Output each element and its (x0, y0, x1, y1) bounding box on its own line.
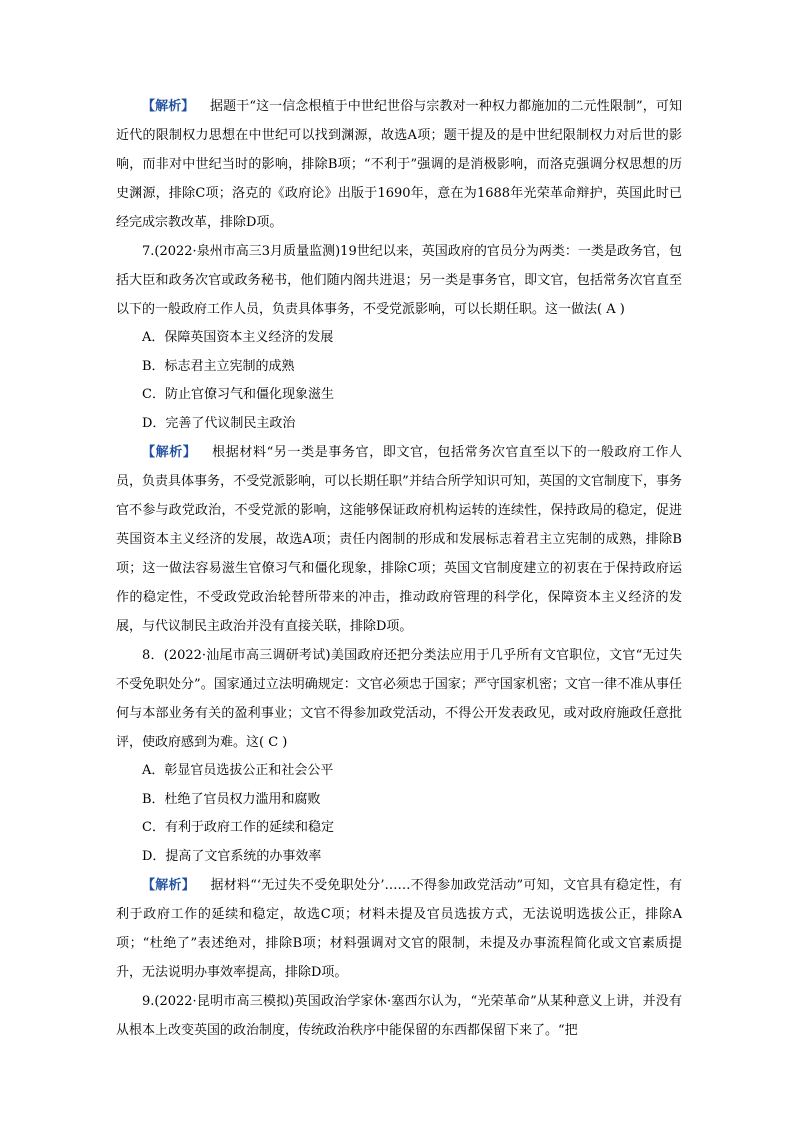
question-8-option-a: A．彰显官员选拔公正和社会公平 (142, 763, 334, 778)
analysis-q7 (116, 438, 682, 641)
question-8-stem: 8．(2022·汕尾市高三调研考试)美国政府还把分类法应用于几乎所有文官职位，文官“无过失不受免职处分”。国家通过立法明确规定：文官必须忠于国家；严守国家机密；文官一律不准从事任何与本部业务有关的盈利事业；文官不得参加政党活动，不得公开发表政见，或对政府施政任意批评，使政府感到为难。这( C ) (116, 648, 682, 750)
document-page (116, 92, 682, 1045)
question-8-option-d: D．提高了文官系统的办事效率 (142, 848, 322, 864)
question-9-stem: 9.(2022·昆明市高三模拟)英国政治学家休·塞西尔认为，“光荣革命”从某种意义上讲，并没有从根本上改变英国的政治制度，传统政治秩序中能保留的东西都保留下来了。“把 (116, 994, 682, 1038)
question-8-option-b: B．杜绝了官员权力滥用和腐败 (142, 791, 321, 807)
analysis-text: 根据材料“另一类是事务官，即文官，包括常务次官直至以下的一般政府工作人员，负责具体事务，不受党派影响，可以长期任职”并结合所学知识可知，英国的文官制度下，事务官不参与政党政治，不受党派的影响，这能够保证政府机构运转的连续性，保持政局的稳定，促进英国资本主义经济的发展，故选A项；责任内阁制的形成和发展标志着君主立宪制的成熟，排除B项；这一做法容易滋生官僚习气和僵化现象，排除C项；英国文官制度建立的初衷在于保持政府运作的稳定性，不受政党政治轮替所带来的冲击，推动政府管理的科学化，保障资本主义经济的发展，与代议制民主政治并没有直接关联，排除D项。 (116, 445, 682, 634)
question-8-option-c: C．有利于政府工作的延续和稳定 (142, 820, 334, 835)
analysis-text: 据材料“‘无过失不受免职处分’……不得参加政党活动”可知，文官具有稳定性，有利于政府工作的延续和稳定，故选C项；材料未提及官员选拔方式，无法说明选拔公正，排除A项；“杜绝了”表述绝对，排除B项；材料强调对文官的限制，未提及办事流程简化或文官素质提升，无法说明办事效率提高，排除D项。 (116, 878, 682, 980)
analysis-label: 【解析】 (142, 878, 195, 893)
question-7-option-c: C．防止官僚习气和僵化现象滋生 (142, 387, 334, 402)
question-7-option-d: D．完善了代议制民主政治 (142, 415, 296, 431)
question-7-stem: 7.(2022·泉州市高三3月质量监测)19世纪以来，英国政府的官员分为两类：一类是政务官，包括大臣和政务次官或政务秘书，他们随内阁共进退；另一类是事务官，即文官，包括常务次官直至以下的一般政府工作人员，负责具体事务，不受党派影响，可以长期任职。这一做法( A ) (116, 244, 682, 317)
question-7-option-a: A．保障英国资本主义经济的发展 (142, 330, 334, 345)
analysis-q8 (116, 871, 682, 987)
analysis-text: 据题干“这一信念根植于中世纪世俗与宗教对一种权力都施加的二元性限制”，可知近代的限制权力思想在中世纪可以找到渊源，故选A项；题干提及的是中世纪限制权力对后世的影响，而非对中世纪当时的影响，排除B项；“不利于”强调的是消极影响，而洛克强调分权思想的历史渊源，排除C项；洛克的《政府论》出版于1690年，意在为1688年光荣革命辩护，英国此时已经完成宗教改革，排除D项。 (116, 99, 682, 230)
question-7-option-b: B．标志君主立宪制的成熟 (142, 358, 295, 374)
analysis-q6 (116, 92, 682, 237)
analysis-label: 【解析】 (142, 445, 197, 460)
analysis-label: 【解析】 (142, 99, 195, 114)
